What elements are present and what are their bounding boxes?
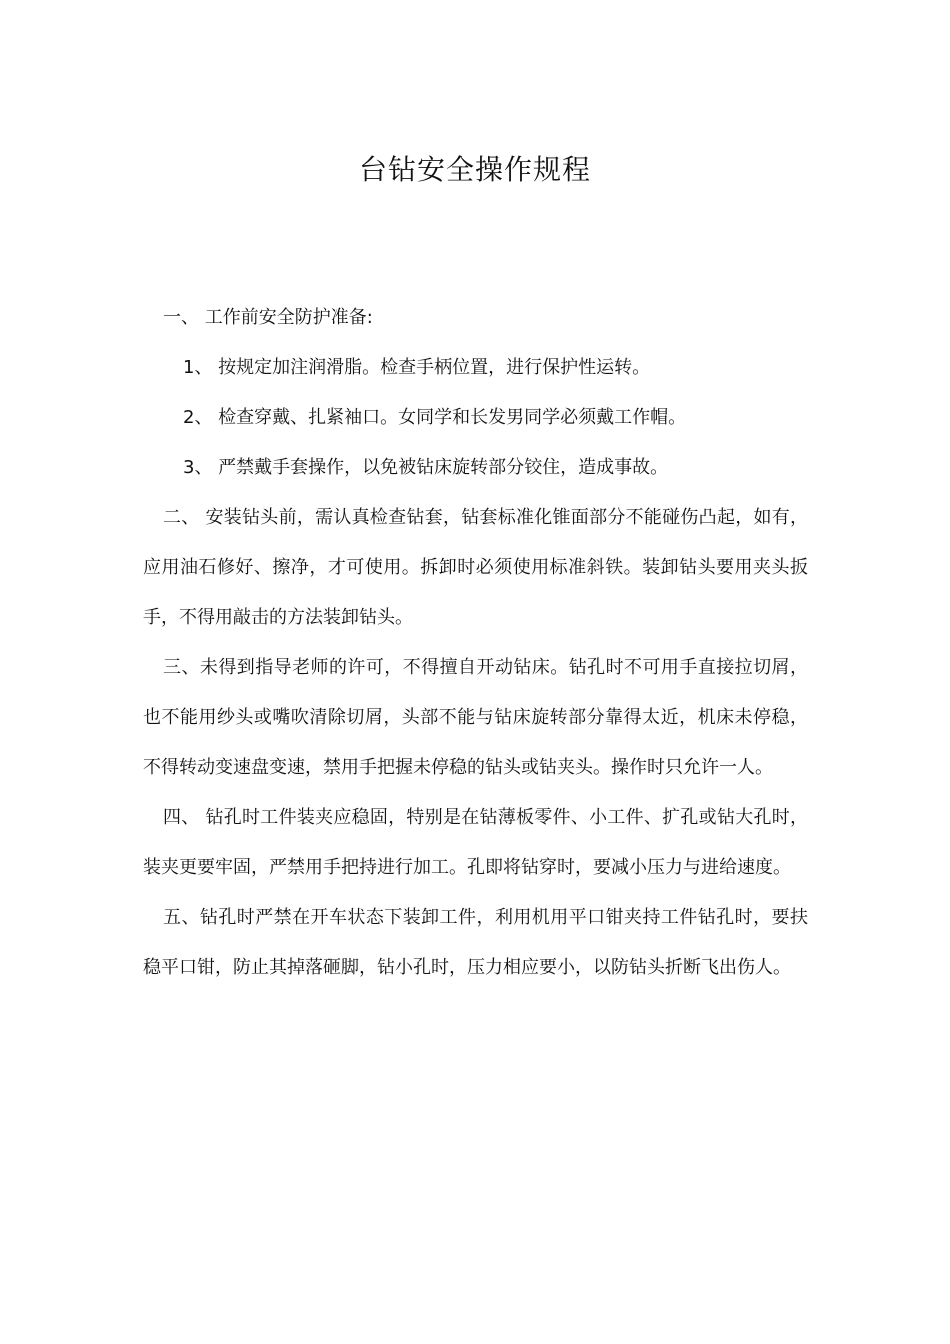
section-4-paragraph: 四、 钻孔时工件装夹应稳固，特别是在钻薄板零件、小工件、扩孔或钻大孔时，装夹更要牢固，严禁用手把持进行加工。孔即将钻穿时，要减小压力与进给速度。 <box>143 807 808 878</box>
section-1-item-2: 2、 检查穿戴、扎紧袖口。女同学和长发男同学必须戴工作帽。 <box>183 407 687 428</box>
section-2-paragraph: 二、 安装钻头前，需认真检查钻套，钻套标准化锥面部分不能碰伤凸起，如有，应用油石修好、擦净，才可使用。拆卸时必须使用标准斜铁。装卸钻头要用夹头扳手，不得用敲击的方法装卸钻头。 <box>143 507 808 628</box>
document-body <box>143 293 808 993</box>
document-title: 台钻安全操作规程 <box>358 153 591 186</box>
section-1-item-3: 3、 严禁戴手套操作，以免被钻床旋转部分铰住，造成事故。 <box>183 457 669 478</box>
section-1-item-1: 1、 按规定加注润滑脂。检查手柄位置，进行保护性运转。 <box>183 357 651 378</box>
section-3-paragraph: 三、未得到指导老师的许可，不得擅自开动钻床。钻孔时不可用手直接拉切屑，也不能用纱头或嘴吹清除切屑，头部不能与钻床旋转部分靠得太近，机床未停稳，不得转动变速盘变速，禁用手把握未停稳的钻头或钻夹头。操作时只允许一人。 <box>143 657 808 778</box>
section-1-heading: 一、 工作前安全防护准备: <box>163 307 373 328</box>
section-5-paragraph: 五、钻孔时严禁在开车状态下装卸工件，利用机用平口钳夹持工件钻孔时，要扶稳平口钳，防止其掉落砸脚，钻小孔时，压力相应要小，以防钻头折断飞出伤人。 <box>143 907 808 978</box>
